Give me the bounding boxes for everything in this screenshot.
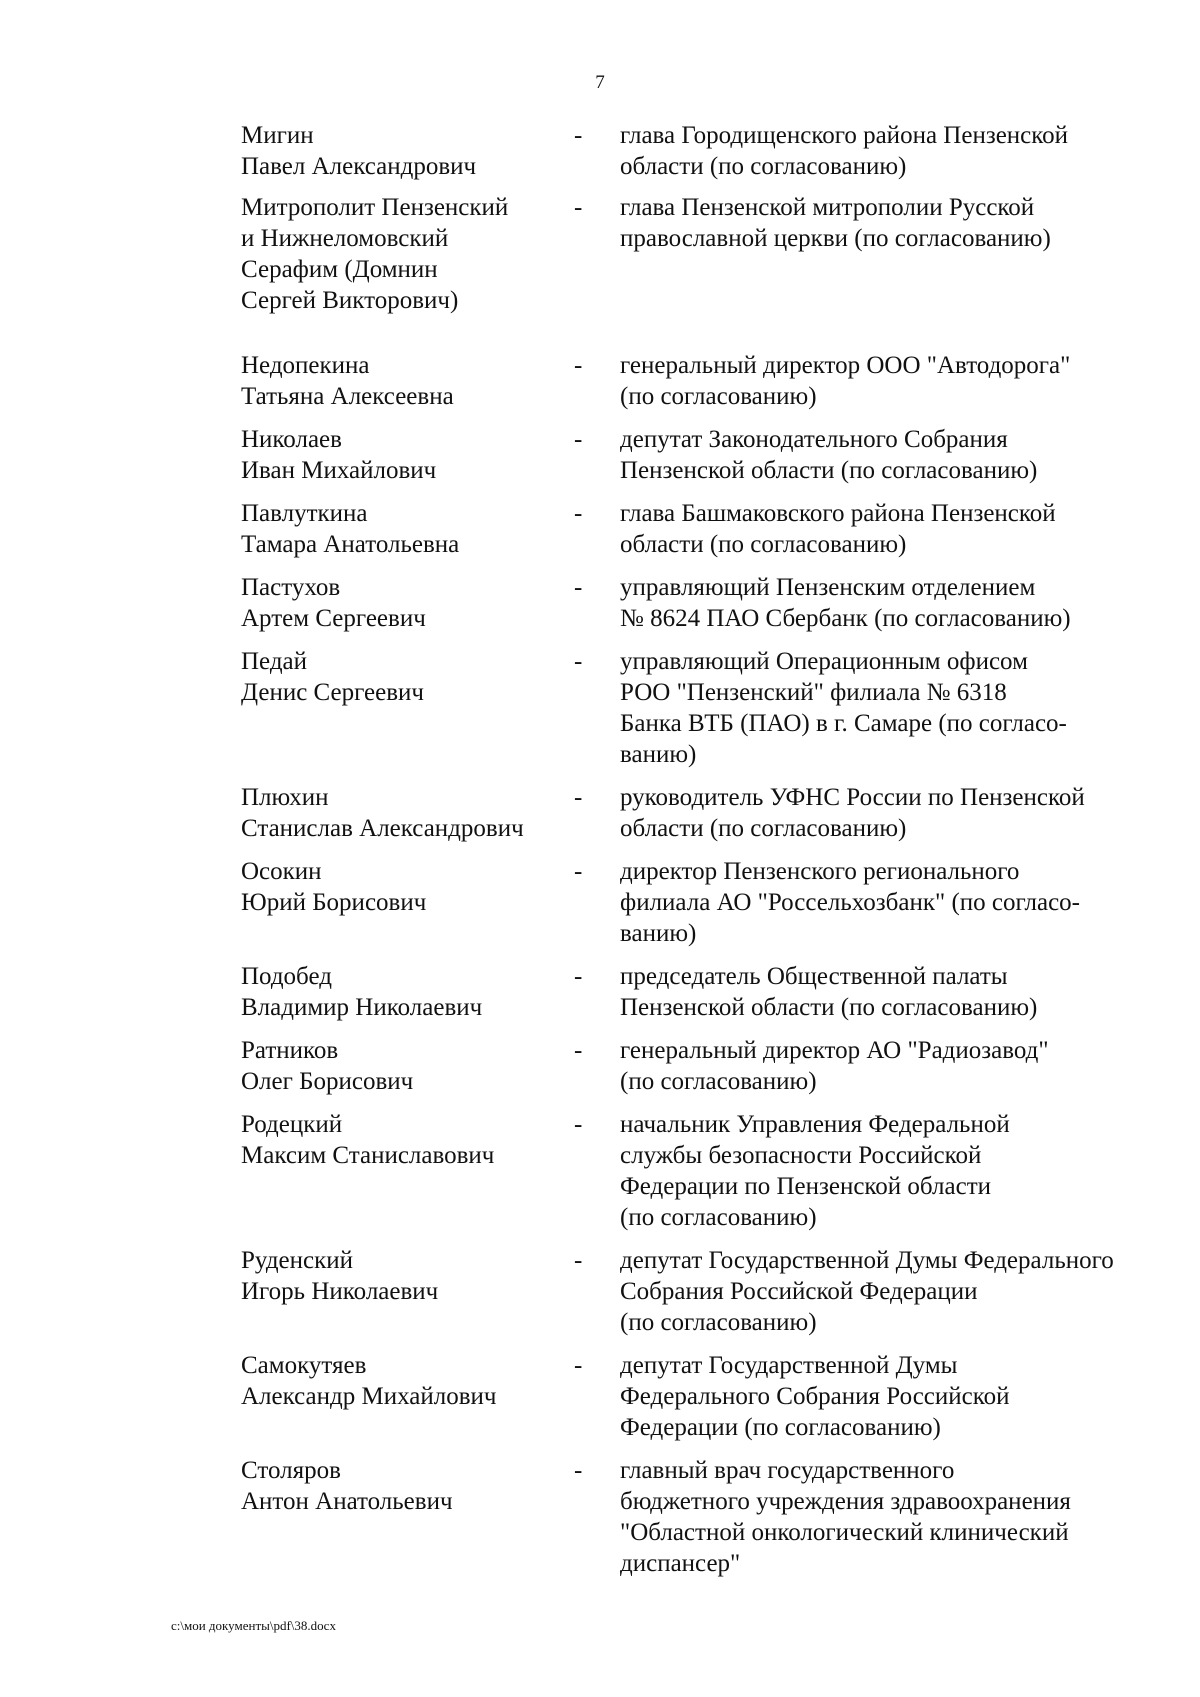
member-dash: - xyxy=(574,963,583,990)
member-dash: - xyxy=(574,574,583,601)
member-dash: - xyxy=(574,352,583,379)
member-role: директор Пензенского регионального филиала АО "Россельхозбанк" (по согласо- ванию) xyxy=(620,858,1081,947)
member-name: Родецкий Максим Станиславович xyxy=(241,1111,495,1169)
member-role: управляющий Операционным офисом РОО "Пензенский" филиала № 6318 Банка ВТБ (ПАО) в г. Самаре (по согласо- ванию) xyxy=(620,648,1067,768)
member-dash: - xyxy=(574,1352,583,1379)
member-name: Столяров Антон Анатольевич xyxy=(241,1457,453,1515)
member-row xyxy=(241,572,1142,634)
member-row xyxy=(241,1035,1142,1097)
member-row xyxy=(241,120,1142,182)
member-dash: - xyxy=(574,194,583,221)
member-dash: - xyxy=(574,1247,583,1274)
member-role: генеральный директор АО "Радиозавод" (по согласованию) xyxy=(620,1037,1049,1095)
member-row xyxy=(241,856,1142,949)
member-row xyxy=(241,1455,1142,1579)
member-dash: - xyxy=(574,1037,583,1064)
member-role: глава Городищенского района Пензенской области (по согласованию) xyxy=(620,122,1069,180)
member-row xyxy=(241,424,1142,486)
member-role: депутат Государственной Думы Федерального Собрания Российской Федерации (по согласованию) xyxy=(620,1352,1010,1441)
member-name: Ратников Олег Борисович xyxy=(241,1037,414,1095)
member-dash: - xyxy=(574,500,583,527)
member-name: Педай Денис Сергеевич xyxy=(241,648,425,706)
member-row xyxy=(241,1245,1142,1338)
member-row xyxy=(241,782,1142,844)
member-row xyxy=(241,350,1142,412)
member-dash: - xyxy=(574,1111,583,1138)
member-role: председатель Общественной палаты Пензенской области (по согласованию) xyxy=(620,963,1038,1021)
member-role: управляющий Пензенским отделением № 8624 ПАО Сбербанк (по согласованию) xyxy=(620,574,1071,632)
member-name: Самокутяев Александр Михайлович xyxy=(241,1352,497,1410)
member-dash: - xyxy=(574,784,583,811)
member-name: Осокин Юрий Борисович xyxy=(241,858,427,916)
page-number: 7 xyxy=(595,72,605,93)
member-dash: - xyxy=(574,122,583,149)
member-dash: - xyxy=(574,1457,583,1484)
member-row xyxy=(241,498,1142,560)
member-role: руководитель УФНС России по Пензенской области (по согласованию) xyxy=(620,784,1085,842)
member-row xyxy=(241,1350,1142,1443)
member-row xyxy=(241,961,1142,1023)
member-name: Подобед Владимир Николаевич xyxy=(241,963,483,1021)
member-name: Павлуткина Тамара Анатольевна xyxy=(241,500,460,558)
member-name: Мигин Павел Александрович xyxy=(241,122,477,180)
member-row xyxy=(241,646,1142,770)
member-role: глава Башмаковского района Пензенской области (по согласованию) xyxy=(620,500,1056,558)
member-role: депутат Законодательного Собрания Пензенской области (по согласованию) xyxy=(620,426,1038,484)
footer-file-path: c:\мои документы\pdf\38.docx xyxy=(171,1618,336,1633)
member-dash: - xyxy=(574,648,583,675)
member-row xyxy=(241,192,1142,316)
member-name: Пастухов Артем Сергеевич xyxy=(241,574,426,632)
member-dash: - xyxy=(574,426,583,453)
member-role: депутат Государственной Думы Федерального Собрания Российской Федерации (по согласованию) xyxy=(620,1247,1114,1336)
member-name: Недопекина Татьяна Алексеевна xyxy=(241,352,454,410)
member-name: Митрополит Пензенский и Нижнеломовский Серафим (Домнин Сергей Викторович) xyxy=(241,194,509,314)
member-name: Плюхин Станислав Александрович xyxy=(241,784,524,842)
member-role: начальник Управления Федеральной службы безопасности Российской Федерации по Пензенской области (по согласованию) xyxy=(620,1111,1010,1231)
member-role: генеральный директор ООО "Автодорога" (по согласованию) xyxy=(620,352,1071,410)
member-row xyxy=(241,1109,1142,1233)
member-dash: - xyxy=(574,858,583,885)
member-role: глава Пензенской митрополии Русской православной церкви (по согласованию) xyxy=(620,194,1051,252)
member-role: главный врач государственного бюджетного учреждения здравоохранения "Областной онкологический клинический диспансер" xyxy=(620,1457,1071,1577)
member-name: Николаев Иван Михайлович xyxy=(241,426,437,484)
members-list xyxy=(241,120,1142,1579)
member-name: Руденский Игорь Николаевич xyxy=(241,1247,439,1305)
